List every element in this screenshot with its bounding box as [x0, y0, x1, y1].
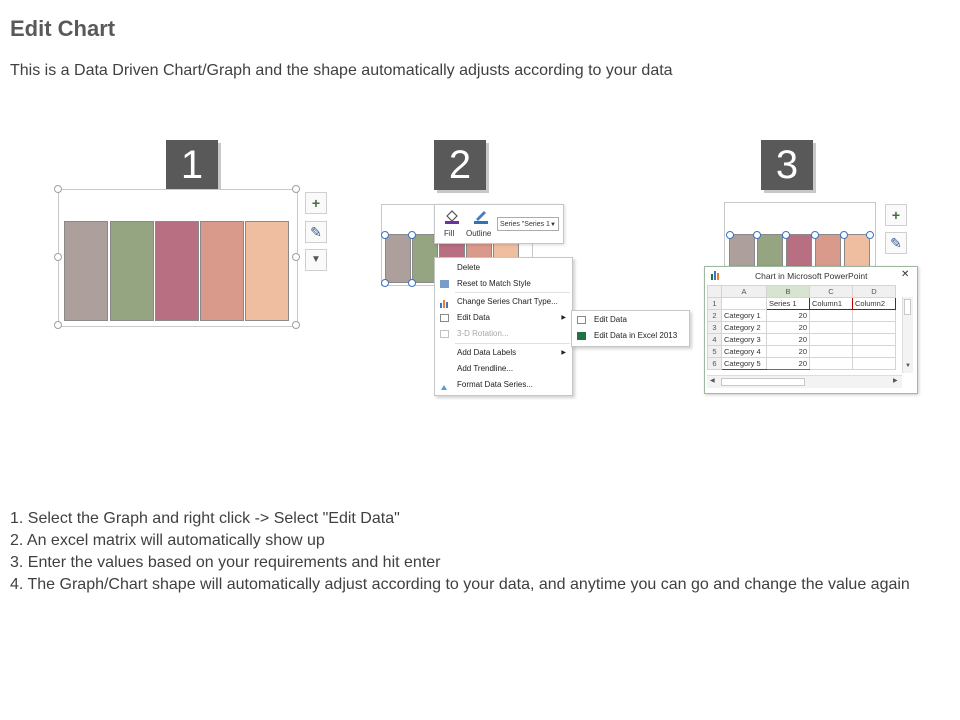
table-row [708, 322, 896, 334]
series-dropdown-value: Series "Series 1 [500, 221, 550, 228]
cell-column2[interactable]: Column2 [853, 298, 896, 310]
menu-item-edit-data[interactable] [435, 310, 572, 326]
page-title: Edit Chart [10, 16, 116, 41]
chart-styles-brush-icon[interactable]: ✎ [305, 221, 327, 243]
table-row [708, 346, 896, 358]
cell-category[interactable]: Category 5 [722, 358, 767, 370]
table-row [708, 358, 896, 370]
menu-item-label: Reset to Match Style [457, 279, 531, 288]
chart-elements-plus-icon[interactable]: + [305, 192, 327, 214]
menu-item-reset-style[interactable] [435, 276, 572, 292]
submenu-item-label: Edit Data in Excel 2013 [594, 331, 678, 340]
menu-item-label: Add Data Labels [457, 348, 517, 357]
column-header-a[interactable]: A [722, 286, 767, 298]
menu-item-label: Edit Data [457, 313, 490, 322]
cell[interactable] [810, 322, 853, 334]
bar-chart-icon [440, 298, 449, 306]
cell[interactable] [853, 334, 896, 346]
menu-item-add-trendline[interactable] [435, 361, 572, 377]
table-icon [440, 314, 449, 322]
chart-elements-plus-icon[interactable]: + [885, 204, 907, 226]
resize-handle[interactable] [54, 185, 62, 193]
data-point-handle[interactable] [381, 279, 389, 287]
chart-bar-1[interactable] [385, 234, 411, 283]
menu-item-delete[interactable] [435, 260, 572, 276]
cell-category[interactable]: Category 4 [722, 346, 767, 358]
table-row [708, 310, 896, 322]
cell-value[interactable]: 20 [767, 322, 810, 334]
chevron-right-icon: ▶ [561, 315, 566, 321]
cell[interactable] [810, 310, 853, 322]
table-row [708, 298, 896, 310]
menu-item-label: Delete [457, 263, 481, 272]
chart-styles-brush-icon[interactable]: ✎ [885, 232, 907, 254]
cell[interactable] [810, 358, 853, 370]
data-point-handle[interactable] [753, 231, 761, 239]
row-header[interactable]: 1 [708, 298, 722, 310]
chart-bar-4[interactable] [200, 221, 244, 321]
menu-divider [455, 292, 570, 293]
instruction-step-3: 3. Enter the values based on your requirements and hit enter [10, 554, 441, 571]
scroll-left-icon[interactable]: ◀ [710, 378, 715, 384]
series-dropdown[interactable] [497, 217, 559, 231]
context-menu [434, 257, 573, 396]
cell-series-header[interactable]: Series 1 [767, 298, 810, 310]
row-header[interactable]: 5 [708, 346, 722, 358]
data-point-handle[interactable] [811, 231, 819, 239]
menu-item-label: Change Series Chart Type... [457, 297, 558, 306]
cell[interactable] [853, 310, 896, 322]
rotation-icon [440, 330, 449, 338]
delete-icon [440, 264, 449, 272]
cell-category[interactable]: Category 3 [722, 334, 767, 346]
data-point-handle[interactable] [782, 231, 790, 239]
vertical-scrollbar[interactable] [902, 297, 913, 373]
instruction-step-2: 2. An excel matrix will automatically show up [10, 532, 325, 549]
spreadsheet-grid [707, 285, 896, 370]
data-point-handle[interactable] [408, 279, 416, 287]
page-subtitle: This is a Data Driven Chart/Graph and the shape automatically adjusts according to your data [10, 62, 673, 79]
scroll-right-icon[interactable]: ▶ [893, 378, 898, 384]
menu-item-add-data-labels[interactable] [435, 345, 572, 361]
table-icon [577, 316, 586, 324]
row-header[interactable]: 6 [708, 358, 722, 370]
cell-value[interactable]: 20 [767, 358, 810, 370]
menu-divider [455, 343, 570, 344]
resize-handle[interactable] [54, 321, 62, 329]
select-all-corner[interactable] [708, 286, 722, 298]
chart-bar-1[interactable] [64, 221, 108, 321]
excel-window [704, 266, 918, 394]
row-header[interactable]: 2 [708, 310, 722, 322]
data-point-handle[interactable] [866, 231, 874, 239]
cell-category[interactable]: Category 2 [722, 322, 767, 334]
submenu-item-label: Edit Data [594, 315, 627, 324]
resize-handle[interactable] [292, 185, 300, 193]
excel-window-title: Chart in Microsoft PowerPoint [755, 271, 868, 281]
instruction-step-4: 4. The Graph/Chart shape will automatically adjust according to your data, and anytime you can go and change the value again [10, 576, 910, 593]
instruction-step-1: 1. Select the Graph and right click -> Select "Edit Data" [10, 510, 400, 527]
menu-item-format-data-series[interactable] [435, 377, 572, 393]
step-number-2: 2 [434, 140, 486, 190]
mini-toolbar [434, 204, 564, 244]
outline-label: Outline [466, 229, 492, 238]
data-point-handle[interactable] [408, 231, 416, 239]
chevron-down-icon: ▼ [550, 222, 556, 228]
menu-item-label: 3-D Rotation... [457, 329, 509, 338]
excel-icon [577, 332, 586, 340]
resize-handle[interactable] [292, 253, 300, 261]
cell-value[interactable]: 20 [767, 346, 810, 358]
step-number-1: 1 [166, 140, 218, 190]
fill-bucket-icon[interactable] [443, 208, 461, 224]
column-header-row [708, 286, 896, 298]
cell[interactable] [810, 346, 853, 358]
column-header-b[interactable]: B [767, 286, 810, 298]
format-paint-icon [440, 381, 449, 389]
data-point-handle[interactable] [840, 231, 848, 239]
edit-data-submenu [571, 310, 690, 347]
submenu-item-edit-data-excel[interactable] [572, 328, 689, 344]
menu-item-change-chart-type[interactable] [435, 294, 572, 310]
cell-column1[interactable]: Column1 [810, 298, 853, 310]
cell[interactable] [853, 322, 896, 334]
outline-pen-icon[interactable] [472, 208, 490, 224]
excel-chart-icon [711, 270, 721, 280]
row-header[interactable]: 4 [708, 334, 722, 346]
table-row [708, 334, 896, 346]
menu-item-label: Add Trendline... [457, 364, 514, 373]
step-number-3: 3 [761, 140, 813, 190]
chart-filter-icon[interactable]: ▼ [305, 249, 327, 271]
horizontal-scrollbar[interactable] [707, 375, 902, 388]
scrollbar-thumb[interactable] [721, 378, 805, 386]
submenu-item-edit-data[interactable] [572, 312, 689, 328]
menu-item-label: Format Data Series... [457, 380, 534, 389]
fill-label: Fill [444, 229, 455, 238]
reset-style-icon [440, 280, 449, 288]
menu-item-3d-rotation[interactable] [435, 326, 572, 342]
cell[interactable] [853, 358, 896, 370]
cell[interactable] [810, 334, 853, 346]
chart-bar-3[interactable] [155, 221, 199, 321]
cell[interactable] [853, 346, 896, 358]
resize-handle[interactable] [292, 321, 300, 329]
resize-handle[interactable] [54, 253, 62, 261]
chevron-right-icon: ▶ [561, 350, 566, 356]
cell-value[interactable]: 20 [767, 310, 810, 322]
close-icon[interactable]: ✕ [901, 269, 910, 280]
chart-bar-5[interactable] [245, 221, 289, 321]
row-header[interactable]: 3 [708, 322, 722, 334]
cell-category[interactable]: Category 1 [722, 310, 767, 322]
chart-bar-2[interactable] [110, 221, 154, 321]
column-header-d[interactable]: D [853, 286, 896, 298]
column-header-c[interactable]: C [810, 286, 853, 298]
scrollbar-thumb[interactable] [904, 299, 911, 315]
scroll-down-icon[interactable]: ▼ [905, 363, 911, 369]
cell-value[interactable]: 20 [767, 334, 810, 346]
data-point-handle[interactable] [381, 231, 389, 239]
cell[interactable] [722, 298, 767, 310]
data-point-handle[interactable] [726, 231, 734, 239]
